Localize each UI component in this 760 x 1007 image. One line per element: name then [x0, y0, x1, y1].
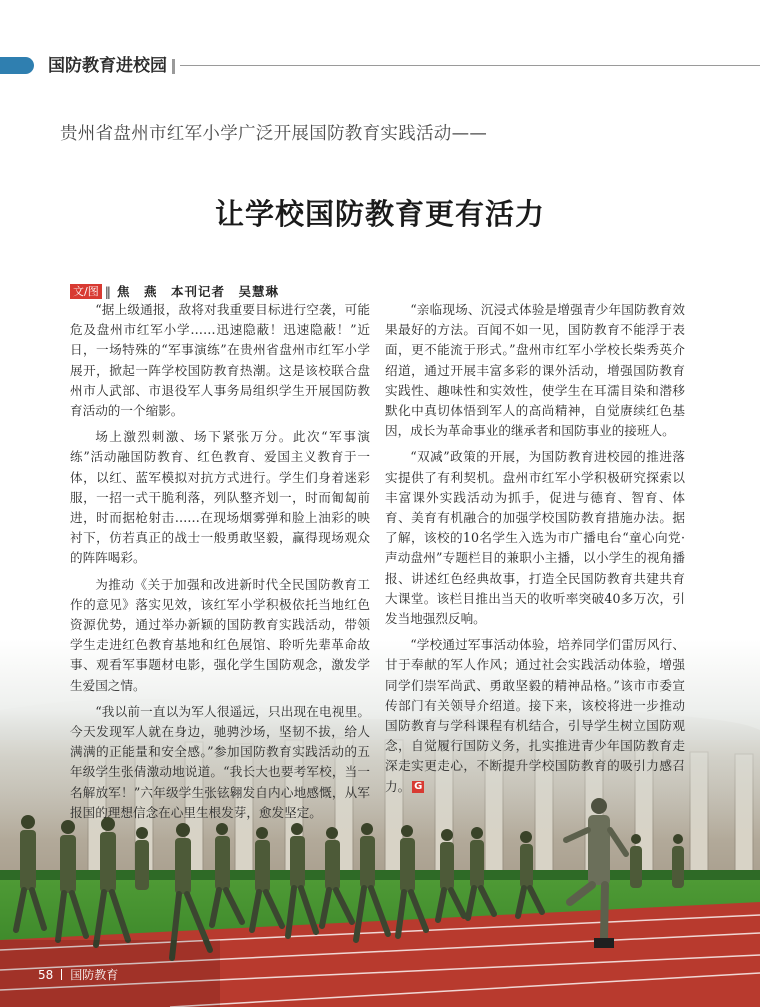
- paragraph-text: “学校通过军事活动体验，培养同学们雷厉风行、甘于奉献的军人作风；通过社会实践活动体验，增强同学们崇军尚武、勇敢坚毅的精神品格。”该市市委宣传部门有关领导介绍道。接下来，该校将进一步推动国防教育与学科课程有机结合，引导学生树立国防观念，自觉履行国防义务，扎实推进青少年国防教育走深走实更走心，不断提升学校国防教育的吸引力感召力。: [385, 637, 685, 794]
- article-title: 让学校国防教育更有活力: [214, 197, 545, 231]
- article-subtitle: 贵州省盘州市红军小学广泛开展国防教育实践活动——: [60, 124, 488, 144]
- paragraph: “我以前一直以为军人很遥远，只出现在电视里。今天发现军人就在身边，驰骋沙场，坚韧不拔，给人满满的正能量和安全感。”参加国防教育实践活动的五年级学生张倩激动地说道。“我长大也要考军校，当一名解放军！”六年级学生张铉翱发自内心地感慨，从军报国的理想信念在心里生根发芽，愈发坚定。: [70, 703, 370, 820]
- section-label: 国防教育进校园: [48, 56, 167, 76]
- byline: [70, 283, 279, 299]
- byline-authors: 焦 燕 本刊记者 吴慧琳: [116, 284, 279, 299]
- footer-divider: [61, 969, 62, 980]
- paragraph: “双减”政策的开展，为国防教育进校园的推进落实提供了有利契机。盘州市红军小学积极研究探索以丰富课外实践活动为抓手，促进与德育、智育、体育、美育有机融合的加强学校国防教育措施办法。据了解，该校的10名学生入选为市广播电台“童心向党·声动盘州”专题栏目的兼职小主播，以小学生的视角播报、讲述红色经典故事，打造全民国防教育共建共育大课堂。该栏目推出当天的收听率突破40多万次，引发当地强烈反响。: [385, 449, 685, 627]
- text-column-left: [70, 300, 370, 829]
- paragraph: 为推动《关于加强和改进新时代全民国防教育工作的意见》落实见效，该红军小学积极依托当地红色资源优势，通过举办新颖的国防教育实践活动，带领学生走进红色教育基地和红色展馆、聆听先辈革命故事、观看军事题材电影，强化学生国防观念，激发学生爱国之情。: [70, 576, 370, 693]
- end-mark-icon: G: [414, 781, 423, 793]
- page-footer: [38, 966, 118, 983]
- paragraph: “据上级通报，敌将对我重要目标进行空袭，可能危及盘州市红军小学……迅速隐蔽！迅速隐蔽！”近日，一场特殊的“军事演练”在贵州省盘州市红军小学展开，掀起一阵学校国防教育热潮。这是该校联合盘州市人武部、市退役军人事务局组织学生开展国防教育活动的一个缩影。: [70, 302, 370, 419]
- paragraph: “亲临现场、沉浸式体验是增强青少年国防教育效果最好的方法。百闻不如一见，国防教育不能浮于表面，更不能流于形式。”盘州市红军小学校长柴秀英介绍道，通过开展丰富多彩的课外活动，增强国防教育实践性、趣味性和实效性，使学生在耳濡目染和潜移默化中真切体悟到军人的高尚精神，自觉赓续红色基因，成长为革命事业的继承者和国防事业的接班人。: [385, 302, 685, 439]
- paragraph-last: [385, 635, 685, 797]
- section-rule: [180, 65, 760, 66]
- paragraph: 场上激烈刺激、场下紧张万分。此次“军事演练”活动融国防教育、红色教育、爱国主义教育于一体，以红、蓝军模拟对抗方式进行。学生们身着迷彩服，一招一式干脆利落，列队整齐划一，时而匍匐前进，时而据枪射击……在现场烟雾弹和脸上油彩的映衬下，仿若真正的战士一般勇敢坚毅，赢得现场观众的阵阵喝彩。: [70, 429, 370, 566]
- section-header: [0, 56, 760, 76]
- byline-separator: ‖: [104, 283, 111, 299]
- magazine-name: 国防教育: [70, 968, 119, 982]
- section-marker: [0, 57, 34, 74]
- page-number: 58: [38, 967, 54, 982]
- byline-tag: 文/图: [70, 284, 102, 299]
- section-divider: [172, 59, 175, 74]
- text-column-right: [385, 300, 685, 803]
